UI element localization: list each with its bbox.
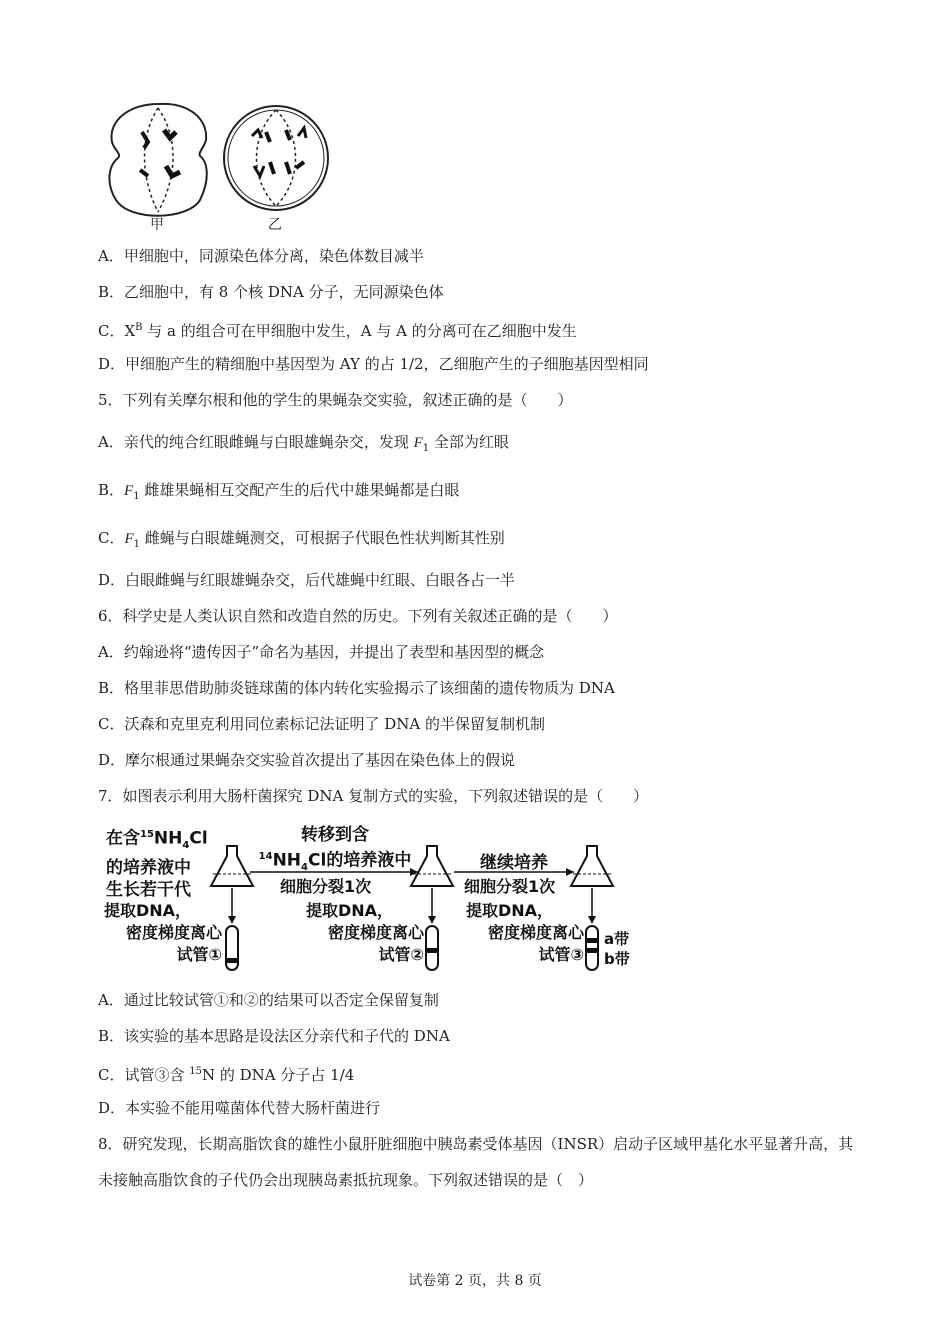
cell-division-figure: [100, 96, 340, 236]
cell-diagram-svg: [100, 96, 340, 236]
step3-division: 细胞分裂1次: [464, 877, 556, 896]
chromosome: [252, 130, 262, 138]
q6-option-c: C．沃森和克里克利用同位素标记法证明了 DNA 的半保留复制机制: [98, 715, 545, 733]
flask-icon: [571, 846, 613, 886]
q7-stem: 7．如图表示利用大肠杆菌探究 DNA 复制方式的实验，下列叙述错误的是（ ）: [98, 787, 649, 805]
q4-option-c: C．$X^B$ 与 a 的组合可在甲细胞中发生，A 与 A 的分离可在乙细胞中发生: [98, 322, 577, 340]
figure-label-jia: 甲: [150, 217, 164, 233]
cell-yi-outline: [224, 106, 328, 210]
q5-option-d: D．白眼雌蝇与红眼雄蝇杂交，后代雄蝇中红眼、白眼各占一半: [98, 571, 516, 589]
chromosome: [270, 162, 274, 174]
step3-text: 继续培养: [480, 853, 548, 873]
extract-text-2: 提取DNA， 密度梯度离心 试管②: [306, 901, 424, 964]
q7-option-b: B．该实验的基本思路是设法区分亲代和子代的 DNA: [98, 1027, 450, 1045]
flask-icon: [211, 846, 253, 886]
q5-option-a: A．亲代的纯合红眼雌蝇与白眼雄蝇杂交，发现 $F_1$ 全部为红眼: [98, 433, 509, 454]
chromosome: [298, 128, 306, 138]
q5-option-c: C．$F_1$ 雌蝇与白眼雄蝇测交，可根据子代眼色性状判断其性别: [98, 529, 505, 550]
spindle-jia-2: [158, 108, 173, 212]
chromosome: [142, 132, 148, 148]
page-footer: 试卷第 2 页，共 8 页: [408, 1273, 542, 1289]
extract-text-1: 提取DNA， 密度梯度离心 试管①: [104, 901, 222, 964]
chromosome: [286, 162, 290, 174]
q4-option-b: B．乙细胞中，有 8 个核 DNA 分子，无同源染色体: [98, 283, 444, 301]
q6-option-d: D．摩尔根通过果蝇杂交实验首次提出了基因在染色体上的假说: [98, 751, 516, 769]
q7-option-c: C．试管③含 $^{15}$N 的 DNA 分子占 1/4: [98, 1066, 355, 1084]
step1-text: 在含$^{15}NH_4Cl$ 的培养液中 生长若干代: [106, 828, 208, 901]
cell-jia-outline: [109, 104, 206, 216]
q5-stem: 5．下列有关摩尔根和他的学生的果蝇杂交实验，叙述正确的是（ ）: [98, 391, 573, 409]
chromosome: [266, 132, 270, 142]
band-a-label: a带: [604, 930, 630, 948]
q5-option-b: B．$F_1$ 雌雄果蝇相互交配产生的后代中雄果蝇都是白眼: [98, 481, 460, 502]
chromosome: [254, 166, 264, 176]
q8-stem: 8．研究发现，长期高脂饮食的雄性小鼠肝脏细胞中胰岛素受体基因（INSR）启动子区域甲基化水平显著升高，其未接触高脂饮食的子代仍会出现胰岛素抵抗现象。下列叙述错误的是（ ）: [98, 1135, 854, 1189]
spindle-yi-2: [276, 110, 296, 206]
chromosome: [140, 170, 148, 176]
spindle-jia: [145, 108, 159, 212]
q6-stem: 6．科学史是人类认识自然和改造自然的历史。下列有关叙述正确的是（ ）: [98, 607, 618, 625]
q4-option-d: D．甲细胞产生的精细胞中基因型为 AY 的占 1/2，乙细胞产生的子细胞基因型相同: [98, 355, 649, 373]
chromosome: [286, 130, 290, 140]
cell-yi-inner: [228, 110, 324, 206]
q7-option-a: A．通过比较试管①和②的结果可以否定全保留复制: [98, 991, 439, 1009]
figure-label-yi: 乙: [268, 217, 282, 233]
extract-text-3: 提取DNA， 密度梯度离心 试管③: [466, 901, 584, 964]
chromosome: [296, 162, 304, 168]
spindle-yi: [257, 110, 277, 206]
dna-replication-figure: [100, 820, 640, 980]
step2-division: 细胞分裂1次: [280, 877, 372, 896]
q4-option-a: A．甲细胞中，同源染色体分离，染色体数目减半: [98, 247, 424, 265]
test-tube-1: [226, 926, 238, 970]
q6-option-b: B．格里菲思借助肺炎链球菌的体内转化实验揭示了该细菌的遗传物质为 DNA: [98, 679, 615, 697]
q7-option-d: D．本实验不能用噬菌体代替大肠杆菌进行: [98, 1099, 381, 1117]
step2-text: 转移到含 $^{14}NH_4Cl$的培养液中: [258, 825, 412, 874]
band-b-label: b带: [604, 950, 630, 968]
q6-option-a: A．约翰逊将“遗传因子”命名为基因，并提出了表型和基因型的概念: [98, 643, 545, 661]
